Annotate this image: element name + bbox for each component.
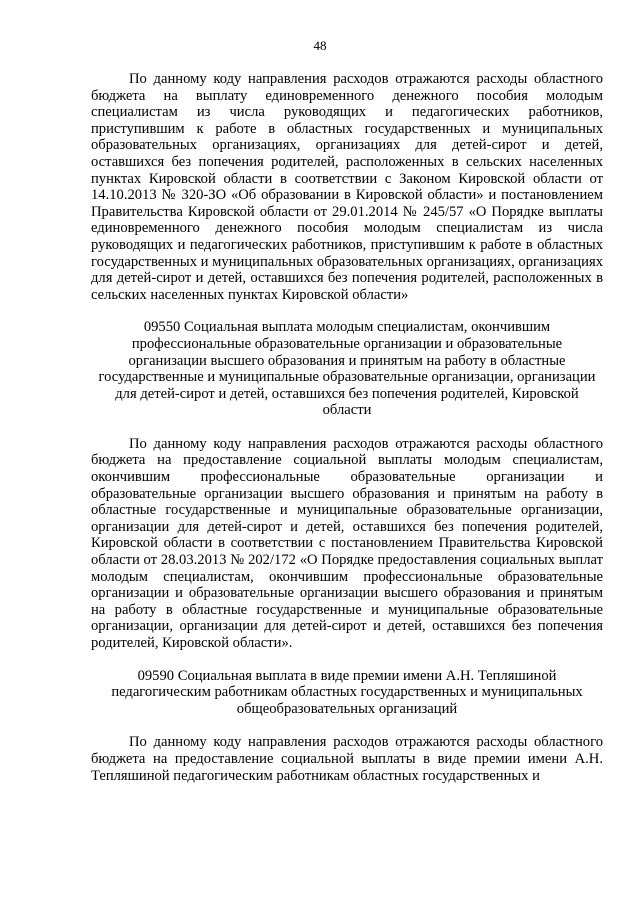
- paragraph-09540-description: По данному коду направления расходов отражаются расходы областного бюджета на выплату единовременного денежного пособия молодым специалистам из числа руководящих и педагогических работников, приступившим к работе в областных государственных и муниципальных образовательных организациях, организациях для детей-сирот и детей, оставшихся без попечения родителей, расположенных в сельских населенных пунктах Кировской области в соответствии с Законом Кировской области от 14.10.2013 № 320-ЗО «Об образовании в Кировской области» и постановлением Правительства Кировской области от 29.01.2014 № 245/57 «О Порядке выплаты единовременного денежного пособия молодым специалистам из числа руководящих и педагогических работников, приступившим к работе в областных государственных и муниципальных образовательных организациях, организациях для детей-сирот и детей, оставшихся без попечения родителей, расположенных в сельских населенных пунктах Кировской области»: [91, 71, 603, 303]
- document-body: [91, 71, 603, 784]
- section-heading-09550: 09550 Социальная выплата молодым специалистам, окончившим профессиональные образовательные организации и образовательные организации высшего образования и принятым на работу в областные государственные и муниципальные образовательные организации, организации для детей-сирот и детей, оставшихся без попечения родителей, Кировской области: [98, 319, 596, 419]
- page-number: 48: [313, 38, 327, 53]
- paragraph-09590-description: По данному коду направления расходов отражаются расходы областного бюджета на предоставление социальной выплаты в виде премии имени А.Н. Тепляшиной педагогическим работникам областных государственных и: [91, 734, 603, 784]
- section-heading-09590: 09590 Социальная выплата в виде премии имени А.Н. Тепляшиной педагогическим работникам областных государственных и муниципальных общеобразовательных организаций: [111, 667, 583, 717]
- paragraph-09550-description: По данному коду направления расходов отражаются расходы областного бюджета на предоставление социальной выплаты молодым специалистам, окончившим профессиональные образовательные организации и образовательные организации высшего образования и принятым на работу в областные государственные и муниципальные образовательные организации, организации для детей-сирот и детей, оставшихся без попечения родителей, Кировской области в соответствии с постановлением Правительства Кировской области от 28.03.2013 № 202/172 «О Порядке предоставления социальных выплат молодым специалистам, окончившим профессиональные образовательные организации и образовательные организации высшего образования и принятым на работу в областные государственные и муниципальные образовательные организации, организации для детей-сирот и детей, оставшихся без попечения родителей, Кировской области».: [91, 435, 603, 651]
